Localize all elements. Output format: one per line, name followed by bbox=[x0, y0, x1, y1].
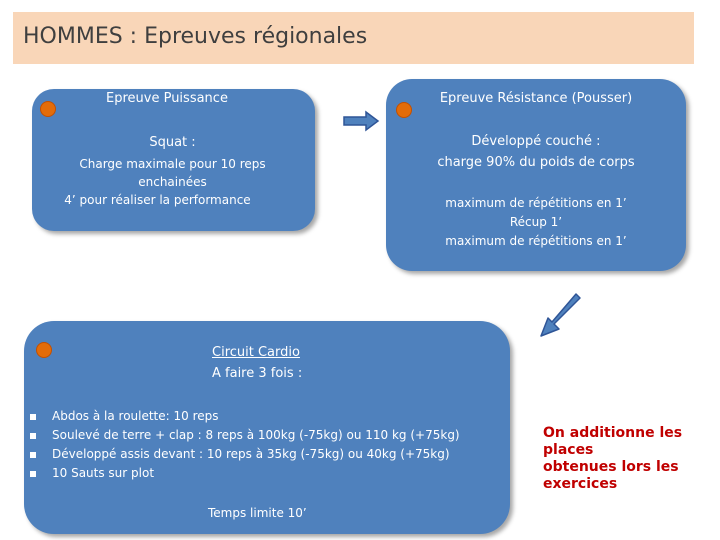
list-item: Développé assis devant : 10 reps à 35kg (-75kg) ou 40kg (+75kg) bbox=[30, 445, 460, 464]
arrow-down-left-icon bbox=[538, 290, 582, 340]
step-badge-3 bbox=[36, 342, 52, 358]
title-bar bbox=[13, 12, 694, 64]
cardio-heading: Circuit Cardio bbox=[212, 345, 300, 360]
resistance-heading: Epreuve Résistance (Pousser) bbox=[439, 91, 633, 106]
ranking-note: On additionne les places obtenues lors les exercices bbox=[543, 425, 683, 492]
puissance-line-3: 4’ pour réaliser la performance bbox=[64, 193, 251, 207]
list-item: Soulevé de terre + clap : 8 reps à 100kg (-75kg) ou 110 kg (+75kg) bbox=[30, 426, 460, 445]
puissance-line-2: enchainées bbox=[138, 175, 207, 189]
step-badge-1 bbox=[40, 101, 56, 117]
bench-charge: charge 90% du poids de corps bbox=[437, 155, 635, 170]
resistance-line-2: Récup 1’ bbox=[509, 215, 563, 229]
bench-label: Développé couché : bbox=[471, 134, 601, 149]
resistance-line-1: maximum de répétitions en 1’ bbox=[445, 196, 627, 210]
puissance-heading: Epreuve Puissance bbox=[106, 91, 228, 106]
bullet-icon bbox=[30, 433, 36, 439]
cardio-list bbox=[30, 407, 460, 483]
bullet-icon bbox=[30, 414, 36, 420]
cardio-subheading: A faire 3 fois : bbox=[212, 366, 303, 381]
page-title: HOMMES : Epreuves régionales bbox=[23, 24, 368, 49]
list-item: Abdos à la roulette: 10 reps bbox=[30, 407, 460, 426]
bullet-icon bbox=[30, 452, 36, 458]
arrow-right-icon bbox=[342, 110, 380, 132]
time-limit: Temps limite 10’ bbox=[208, 506, 307, 520]
squat-label: Squat : bbox=[149, 135, 196, 150]
bullet-icon bbox=[30, 471, 36, 477]
resistance-line-3: maximum de répétitions en 1’ bbox=[445, 234, 627, 248]
puissance-line-1: Charge maximale pour 10 reps bbox=[79, 157, 266, 171]
list-item: 10 Sauts sur plot bbox=[30, 464, 460, 483]
